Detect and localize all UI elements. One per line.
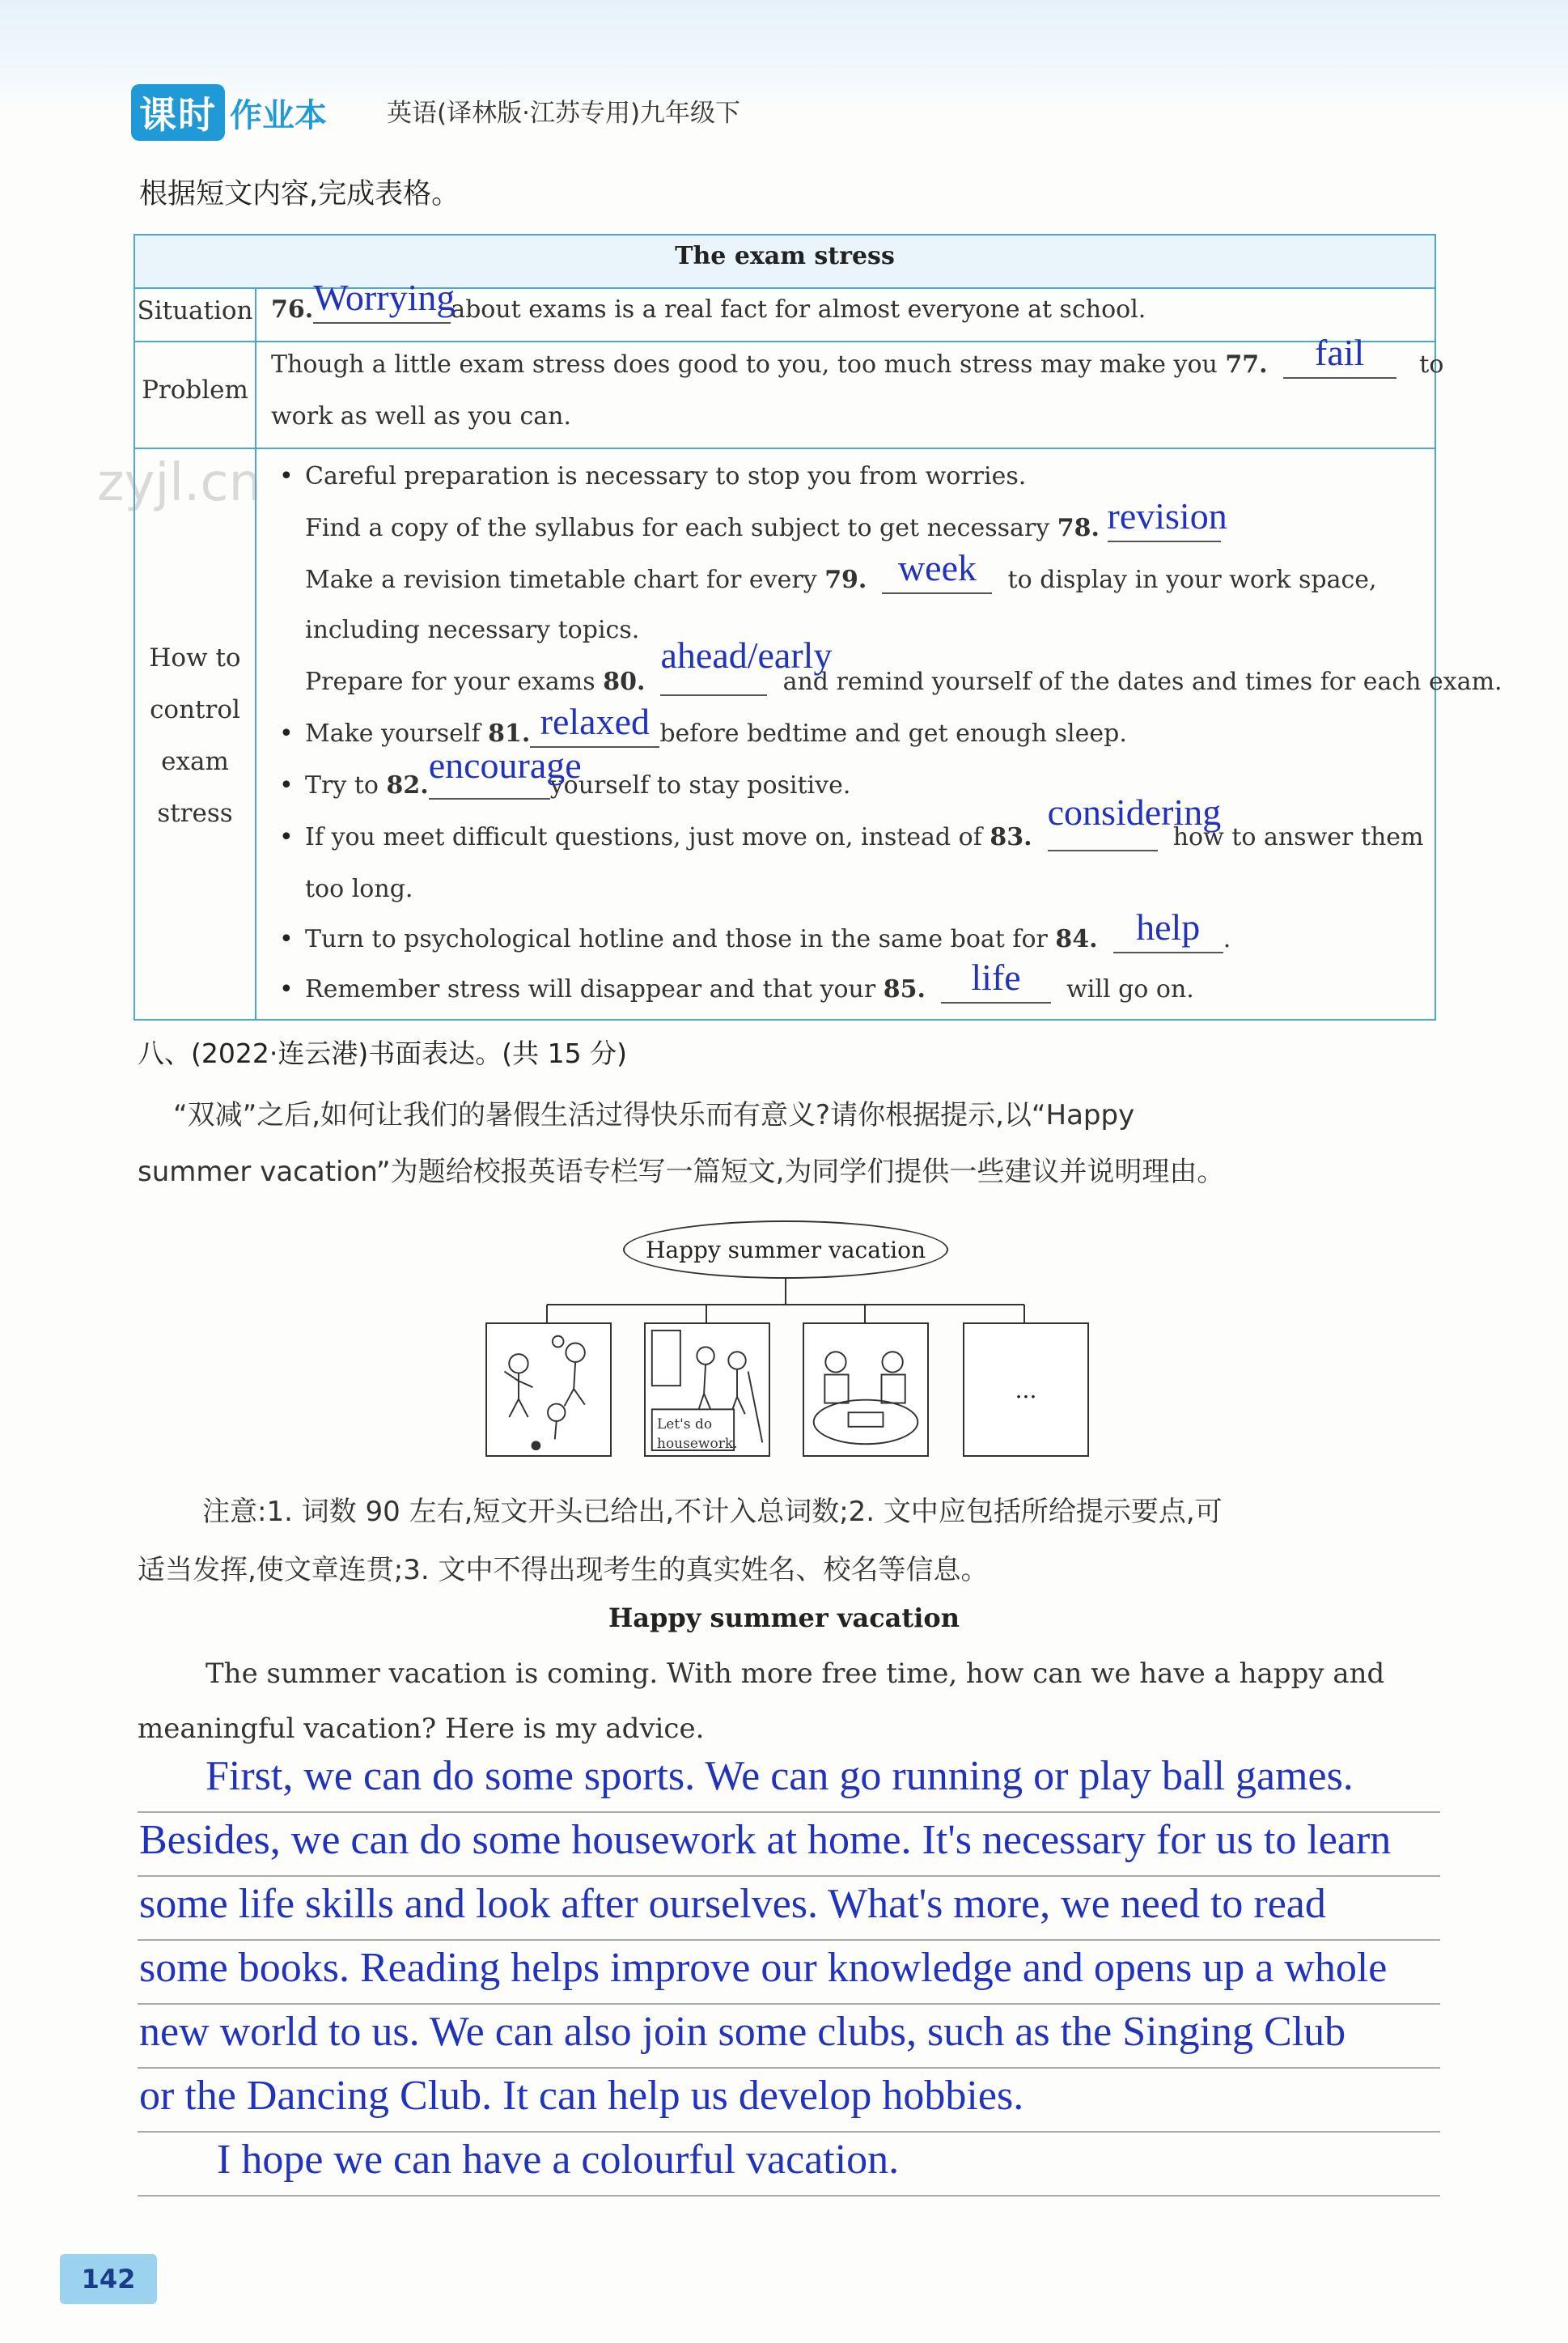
label-line: How to (149, 643, 241, 673)
answer-76: Worrying (313, 277, 456, 318)
control-l2 (305, 495, 1227, 542)
question-number: 77. (1225, 350, 1268, 379)
picture-reading (803, 1322, 929, 1457)
problem-line1: Though a little exam stress does good to you, too much stress may make you (271, 350, 1226, 379)
essay-line: some life skills and look after ourselves. What's more, we need to read (139, 1881, 1326, 1927)
situation-rest: about exams is a real fact for almost everyone at school. (451, 295, 1146, 324)
question-number: 83. (990, 823, 1032, 851)
intro-line1: The summer vacation is coming. With more free time, how can we have a happy and (206, 1658, 1385, 1690)
answer-blank-84[interactable] (1113, 906, 1223, 953)
intro-line2: meaningful vacation? Here is my advice. (138, 1713, 705, 1745)
answer-77: fail (1315, 332, 1365, 373)
problem-tail: to (1419, 350, 1444, 379)
row-divider (135, 341, 1435, 342)
answer-84: help (1136, 906, 1201, 948)
problem-text (271, 332, 1444, 379)
instruction: 根据短文内容,完成表格。 (139, 178, 460, 210)
ruled-line (138, 1939, 1440, 1941)
label-line: control (150, 695, 240, 724)
brand-badge: 课时 (131, 84, 225, 141)
text: Try to (305, 771, 387, 800)
text: how to answer them (1172, 823, 1424, 851)
essay-line: First, we can do some sports. We can go running or play ball games. (206, 1753, 1354, 1799)
answer-82: encourage (428, 745, 582, 786)
essay-line: Besides, we can do some housework at home. It's necessary for us to learn (139, 1817, 1392, 1863)
bullet: • (279, 462, 294, 490)
answer-blank-82[interactable] (428, 745, 582, 800)
text: and remind yourself of the dates and times for each exam. (782, 668, 1502, 696)
answer-blank-78[interactable] (1107, 495, 1227, 542)
answer-85: life (971, 957, 1021, 998)
sign-line: housework. (657, 1436, 738, 1452)
prompt-line2: summer vacation”为题给校报英语专栏写一篇短文,为同学们提供一些建议并说明理由。 (138, 1156, 1225, 1188)
control-b4 (305, 792, 1424, 851)
control-l5 (305, 635, 1502, 696)
control-b3 (305, 745, 851, 800)
bullet: • (279, 925, 294, 953)
diagram-title-ellipse (623, 1220, 948, 1279)
picture-sports (485, 1322, 612, 1457)
text: . (1223, 925, 1231, 953)
label-how-to-control (135, 632, 255, 839)
text: Turn to psychological hotline and those in the same boat for (305, 925, 1056, 953)
notes-line1: 注意:1. 词数 90 左右,短文开头已给出,不计入总词数;2. 文中应包括所给提示要点,可 (202, 1496, 1223, 1528)
essay-line: some books. Reading helps improve our knowledge and opens up a whole (139, 1945, 1388, 1991)
control-b6 (305, 957, 1194, 1004)
essay-line: or the Dancing Club. It can help us develop hobbies. (139, 2073, 1024, 2119)
bullet: • (279, 823, 294, 851)
label-line: exam (161, 747, 229, 776)
control-l4: including necessary topics. (305, 616, 640, 644)
sign-line: Let's do (657, 1416, 713, 1433)
answer-79: week (897, 547, 977, 588)
ruled-line (138, 2195, 1440, 2197)
brand-text: 作业本 (230, 96, 327, 134)
text: will go on. (1066, 975, 1194, 1004)
ruled-line (138, 2003, 1440, 2005)
essay-line: I hope we can have a colourful vacation. (217, 2137, 900, 2183)
question-number: 78. (1057, 514, 1100, 542)
essay-line: new world to us. We can also join some clubs, such as the Singing Club (139, 2009, 1346, 2055)
answer-blank-83[interactable] (1047, 792, 1222, 851)
essay-title: Happy summer vacation (608, 1602, 960, 1633)
problem-line2: work as well as you can. (271, 402, 572, 431)
question-number: 81. (488, 719, 531, 748)
table-title: The exam stress (675, 242, 895, 270)
reading-illustration (804, 1324, 927, 1455)
column-divider (255, 289, 256, 1021)
label-situation: Situation (137, 296, 253, 325)
page-number: 142 (60, 2254, 157, 2304)
text: Prepare for your exams (305, 668, 604, 696)
diagram-title: Happy summer vacation (645, 1236, 926, 1263)
text: Make yourself (305, 719, 489, 748)
text: before bedtime and get enough sleep. (659, 719, 1127, 748)
ruled-line (138, 1875, 1440, 1877)
brand-logo (131, 84, 327, 141)
question-number: 79. (824, 566, 867, 594)
housework-sign (657, 1415, 738, 1454)
subject-title: 英语(译林版·江苏专用)九年级下 (387, 99, 741, 128)
label-line: stress (157, 799, 233, 828)
ruled-line (138, 2067, 1440, 2069)
ellipsis-text: ... (1015, 1376, 1037, 1403)
question-number: 84. (1055, 925, 1098, 953)
text: If you meet difficult questions, just move on, instead of (305, 823, 990, 851)
answer-blank-85[interactable] (941, 957, 1051, 1004)
answer-81: relaxed (540, 701, 651, 742)
text: yourself to stay positive. (549, 771, 851, 800)
text: Remember stress will disappear and that your (305, 975, 884, 1004)
prompt-line1: “双减”之后,如何让我们的暑假生活过得快乐而有意义?请你根据提示,以“Happy (173, 1099, 1135, 1131)
control-b1: Careful preparation is necessary to stop you from worries. (305, 462, 1027, 490)
sports-illustration (487, 1324, 610, 1455)
question-number: 85. (883, 975, 926, 1004)
picture-more (963, 1322, 1089, 1457)
text: Make a revision timetable chart for every (305, 566, 825, 594)
notes-line2: 适当发挥,使文章连贯;3. 文中不得出现考生的真实姓名、校名等信息。 (138, 1554, 989, 1586)
bullet: • (279, 975, 294, 1004)
situation-text (271, 277, 1146, 324)
text: Find a copy of the syllabus for each subject to get necessary (305, 514, 1057, 542)
answer-blank-77[interactable] (1283, 332, 1396, 379)
text: to display in your work space, (1007, 566, 1377, 594)
control-l3 (305, 547, 1377, 594)
question-number: 76. (271, 295, 314, 324)
control-b4c: too long. (305, 875, 413, 903)
answer-80: ahead/early (660, 635, 833, 676)
answer-blank-80[interactable] (660, 635, 833, 696)
label-problem: Problem (142, 376, 248, 405)
answer-blank-76[interactable] (313, 277, 456, 324)
answer-83: considering (1047, 792, 1222, 833)
answer-blank-79[interactable] (882, 547, 992, 594)
ruled-line (138, 1811, 1440, 1813)
question-number: 80. (603, 668, 646, 696)
watermark: zyjl.cn (97, 453, 262, 513)
row-divider (135, 448, 1435, 449)
control-b5 (305, 906, 1231, 953)
answer-78: revision (1107, 495, 1227, 537)
bullet: • (279, 719, 294, 748)
section-8-title: 八、(2022·连云港)书面表达。(共 15 分) (138, 1038, 627, 1069)
bullet: • (279, 771, 294, 800)
exam-stress-table (133, 234, 1502, 1021)
question-number: 82. (386, 771, 429, 800)
ruled-line (138, 2131, 1440, 2133)
